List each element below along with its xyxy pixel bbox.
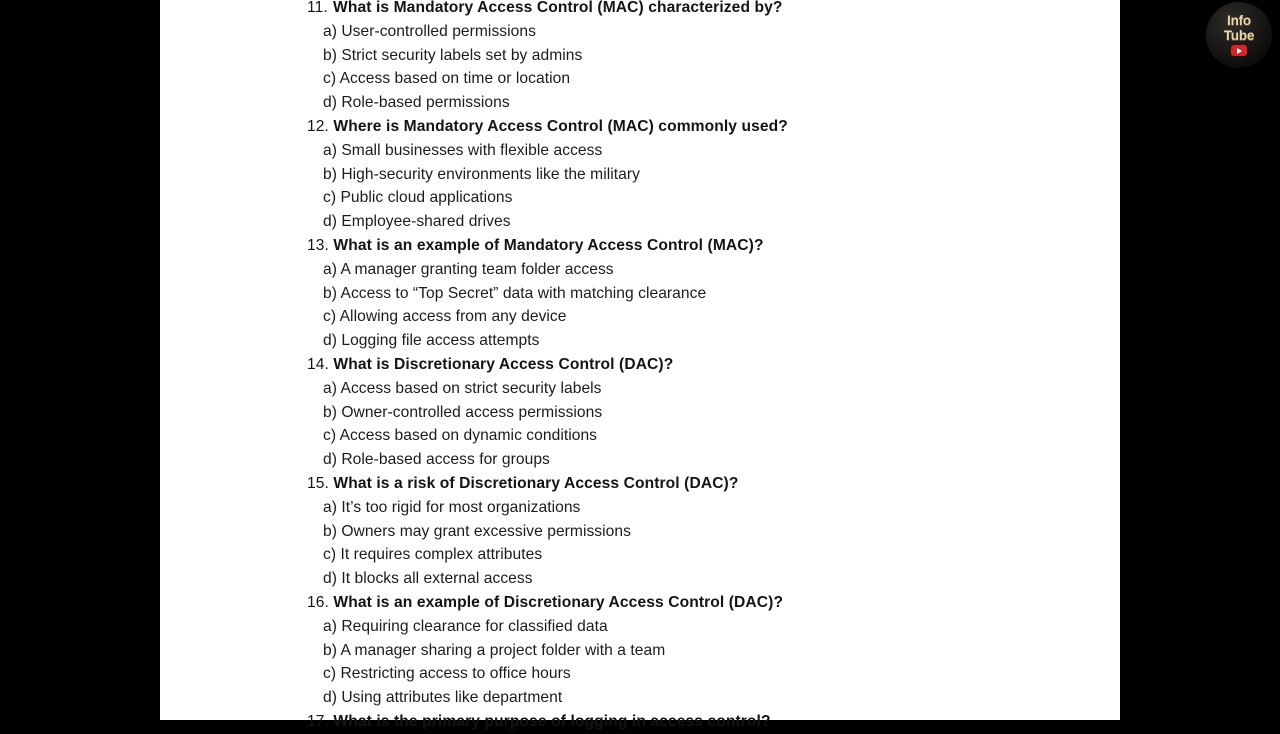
option-b: b) High-security environments like the military bbox=[323, 165, 640, 183]
option-b: b) Owners may grant excessive permissions bbox=[323, 522, 631, 540]
question-heading bbox=[160, 353, 1120, 377]
question-text: What is an example of Mandatory Access Control (MAC)? bbox=[333, 236, 764, 254]
option-d: d) It blocks all external access bbox=[323, 570, 533, 588]
logo-text-line-1: Info bbox=[1227, 13, 1251, 28]
question-text: What is an example of Discretionary Access Control (DAC)? bbox=[333, 593, 784, 611]
question-block bbox=[160, 115, 1120, 234]
option-d: d) Role-based access for groups bbox=[323, 451, 550, 469]
option-d: d) Role-based permissions bbox=[323, 94, 510, 112]
question-number: 15. bbox=[307, 474, 334, 492]
logo-text-line-2: Tube bbox=[1223, 27, 1255, 43]
question-block bbox=[160, 591, 1120, 710]
question-heading bbox=[160, 472, 1120, 496]
option-c: c) Allowing access from any device bbox=[323, 308, 567, 326]
option-b: b) Access to “Top Secret” data with matching clearance bbox=[323, 284, 707, 302]
channel-logo-watermark bbox=[1206, 2, 1272, 68]
option-b: b) Owner-controlled access permissions bbox=[323, 403, 603, 421]
question-heading bbox=[160, 710, 1120, 734]
question-block bbox=[160, 0, 1120, 115]
question-text: What is Mandatory Access Control (MAC) characterized by? bbox=[333, 0, 783, 16]
option-a: a) Access based on strict security labels bbox=[323, 379, 602, 397]
option-a: a) It’s too rigid for most organizations bbox=[323, 498, 581, 516]
question-block bbox=[160, 234, 1120, 353]
question-text: What is a risk of Discretionary Access Control (DAC)? bbox=[333, 474, 739, 492]
question-number: 11. bbox=[307, 0, 333, 16]
option-b: b) A manager sharing a project folder with a team bbox=[323, 641, 666, 659]
question-heading bbox=[160, 234, 1120, 258]
question-text: What is the primary purpose of logging in access control? bbox=[333, 712, 771, 730]
option-a: a) User-controlled permissions bbox=[323, 22, 536, 40]
option-b: b) Strict security labels set by admins bbox=[323, 46, 583, 64]
youtube-play-icon bbox=[1231, 45, 1247, 56]
option-c: c) Public cloud applications bbox=[323, 189, 513, 207]
question-number: 12. bbox=[307, 117, 334, 135]
question-text: What is Discretionary Access Control (DAC)? bbox=[333, 355, 674, 373]
option-a: a) Small businesses with flexible access bbox=[323, 141, 603, 159]
option-c: c) Access based on dynamic conditions bbox=[323, 427, 598, 445]
question-number: 14. bbox=[307, 355, 334, 373]
question-block bbox=[160, 710, 1120, 734]
option-a: a) Requiring clearance for classified data bbox=[323, 617, 608, 635]
option-c: c) Restricting access to office hours bbox=[323, 665, 571, 683]
option-d: d) Logging file access attempts bbox=[323, 332, 540, 350]
question-number: 13. bbox=[307, 236, 334, 254]
question-number: 17. bbox=[307, 712, 334, 730]
quiz-question-list bbox=[160, 0, 1120, 734]
option-d: d) Using attributes like department bbox=[323, 689, 563, 707]
question-heading bbox=[160, 591, 1120, 615]
question-heading bbox=[160, 0, 1120, 20]
question-heading bbox=[160, 115, 1120, 139]
question-block bbox=[160, 353, 1120, 472]
play-triangle-icon bbox=[1237, 48, 1242, 54]
question-block bbox=[160, 472, 1120, 591]
option-a: a) A manager granting team folder access bbox=[323, 260, 614, 278]
option-d: d) Employee-shared drives bbox=[323, 213, 511, 231]
option-c: c) Access based on time or location bbox=[323, 70, 571, 88]
question-text: Where is Mandatory Access Control (MAC) commonly used? bbox=[333, 117, 788, 135]
question-number: 16. bbox=[307, 593, 334, 611]
option-c: c) It requires complex attributes bbox=[323, 546, 543, 564]
slide-content-area bbox=[160, 0, 1120, 730]
